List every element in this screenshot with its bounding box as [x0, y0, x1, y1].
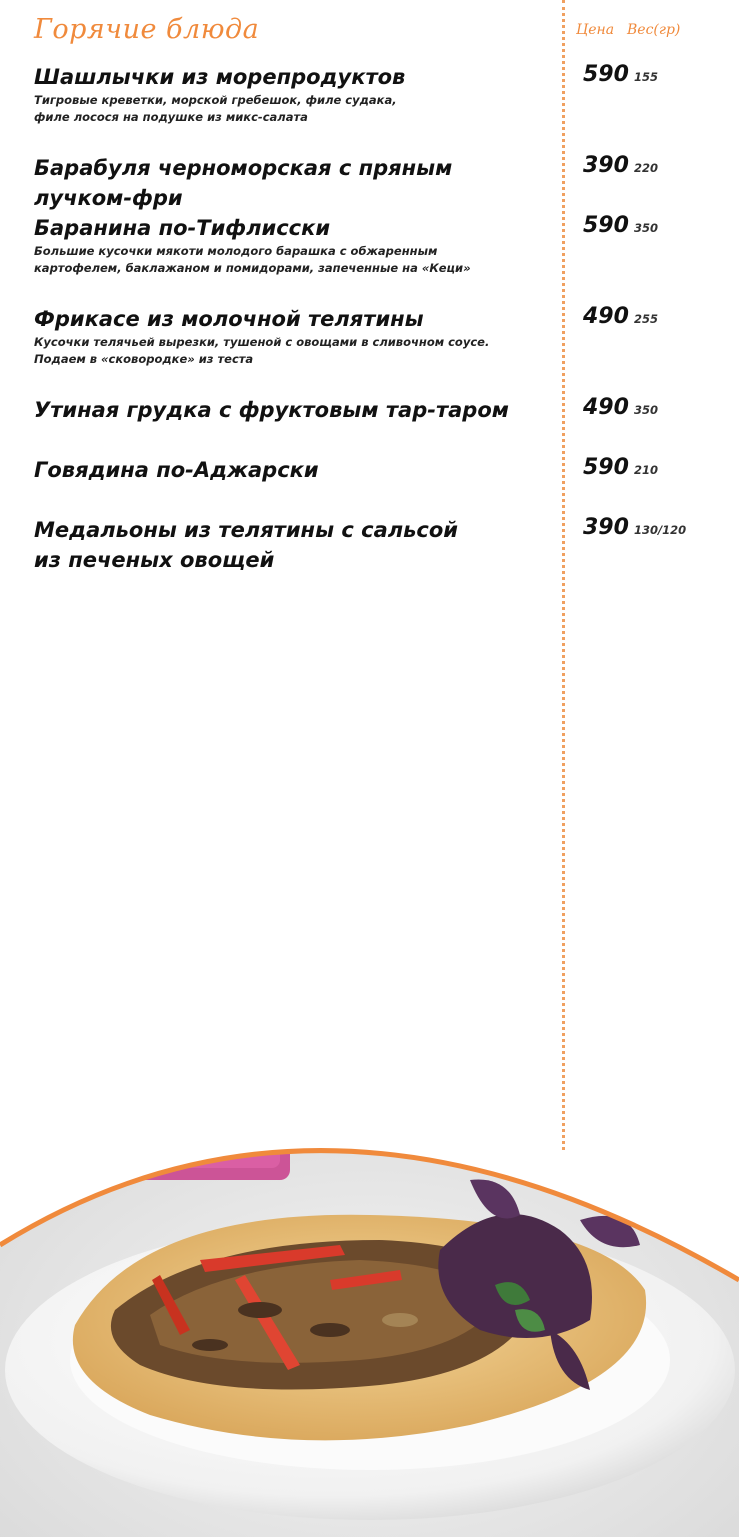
dish-price: 590 [583, 455, 629, 480]
dish-name: Утиная грудка с фруктовым тар-таром [34, 398, 509, 422]
dish-description: Кусочки телячьей вырезки, тушеной с овощами в сливочном соусе. Подаем в «сковородке» из теста [34, 335, 490, 366]
weight-column-header: Вес(гр) [627, 22, 681, 38]
menu-item [34, 213, 554, 277]
dish-price-block [583, 62, 658, 87]
dish-price: 390 [583, 153, 629, 178]
menu-item [34, 395, 554, 425]
menu-item [34, 153, 554, 213]
dish-price: 390 [583, 515, 629, 540]
dish-weight: 350 [633, 221, 658, 235]
dish-price-block [583, 213, 658, 238]
dish-name: Медальоны из телятины с сальсой из печеных овощей [34, 518, 458, 572]
dish-photo-illustration [0, 1080, 739, 1537]
dish-description: Тигровые креветки, морской гребешок, филе судака, филе лосося на подушке из микс-салата [34, 93, 397, 124]
dish-photo [0, 1080, 739, 1537]
dish-price-block [583, 515, 686, 540]
dish-weight: 210 [633, 463, 658, 477]
dish-name: Барабуля черноморская с пряным лучком-фри [34, 156, 453, 210]
dotted-divider [562, 0, 565, 1150]
menu-section-title: Горячие блюда [34, 14, 260, 45]
dish-name: Фрикасе из молочной телятины [34, 307, 424, 331]
price-column-header: Цена [576, 22, 615, 38]
menu-item [34, 515, 554, 575]
dish-price: 590 [583, 213, 629, 238]
dish-name: Баранина по-Тифлисски [34, 216, 331, 240]
dish-price-block [583, 304, 658, 329]
dish-price-block [583, 153, 658, 178]
menu-item [34, 62, 554, 126]
dish-price: 490 [583, 395, 629, 420]
dish-name: Шашлычки из морепродуктов [34, 65, 406, 89]
dish-weight: 155 [633, 70, 658, 84]
menu-item [34, 304, 554, 368]
dish-name: Говядина по-Аджарски [34, 458, 319, 482]
menu-item [34, 455, 554, 485]
dish-weight: 130/120 [633, 523, 687, 537]
dish-price-block [583, 455, 658, 480]
dish-weight: 220 [633, 161, 658, 175]
dish-price: 590 [583, 62, 629, 87]
dish-price: 490 [583, 304, 629, 329]
dish-price-block [583, 395, 658, 420]
dish-weight: 255 [633, 312, 658, 326]
dish-description: Большие кусочки мякоти молодого барашка с обжаренным картофелем, баклажаном и помидорами, запеченные на «Кеци» [34, 244, 471, 275]
dish-weight: 350 [633, 403, 658, 417]
